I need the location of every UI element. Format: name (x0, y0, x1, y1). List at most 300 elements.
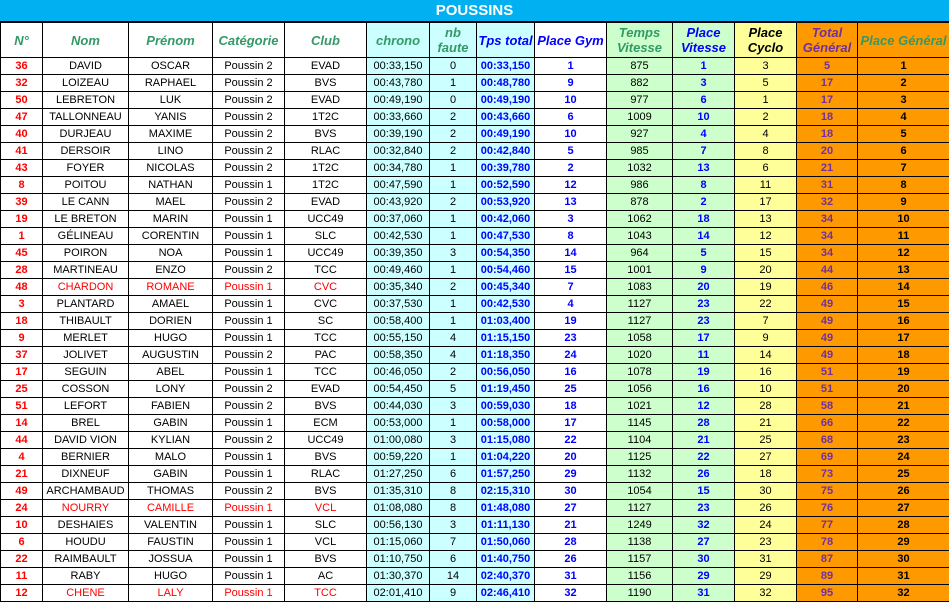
cell-tps-total: 02:46,410 (477, 585, 535, 602)
cell-place-vitesse: 9 (673, 262, 735, 279)
column-header: Prénom (129, 23, 213, 58)
cell-total-general: 46 (797, 279, 858, 296)
cell-place-general: 16 (858, 313, 949, 330)
column-header: chrono (367, 23, 430, 58)
cell-place-gym: 32 (535, 585, 607, 602)
cell-chrono: 00:39,350 (367, 245, 430, 262)
cell-nb-faute: 1 (430, 160, 477, 177)
cell-place-vitesse: 22 (673, 449, 735, 466)
cell-temps-vitesse: 1249 (607, 517, 673, 534)
cell-temps-vitesse: 878 (607, 194, 673, 211)
cell-place-general: 26 (858, 483, 949, 500)
cell-nb-faute: 5 (430, 381, 477, 398)
cell-categorie: Poussin 2 (213, 262, 285, 279)
cell-categorie: Poussin 1 (213, 177, 285, 194)
cell-categorie: Poussin 2 (213, 109, 285, 126)
cell-place-cyclo: 23 (735, 534, 797, 551)
cell-place-cyclo: 10 (735, 381, 797, 398)
cell-chrono: 00:34,780 (367, 160, 430, 177)
cell-chrono: 00:42,530 (367, 228, 430, 245)
cell-categorie: Poussin 1 (213, 313, 285, 330)
cell-club: ECM (285, 415, 367, 432)
cell-place-cyclo: 2 (735, 109, 797, 126)
cell-categorie: Poussin 2 (213, 143, 285, 160)
cell-place-general: 11 (858, 228, 949, 245)
table-row (1, 585, 949, 602)
cell-place-vitesse: 1 (673, 58, 735, 75)
cell-temps-vitesse: 1190 (607, 585, 673, 602)
cell-chrono: 00:43,920 (367, 194, 430, 211)
cell-nb-faute: 2 (430, 194, 477, 211)
cell-nb-faute: 2 (430, 109, 477, 126)
cell-club: BVS (285, 398, 367, 415)
cell-dossard: 21 (1, 466, 43, 483)
cell-dossard: 9 (1, 330, 43, 347)
cell-temps-vitesse: 1125 (607, 449, 673, 466)
cell-categorie: Poussin 1 (213, 449, 285, 466)
cell-place-general: 29 (858, 534, 949, 551)
cell-prenom: HUGO (129, 568, 213, 585)
cell-prenom: HUGO (129, 330, 213, 347)
cell-nom: COSSON (43, 381, 129, 398)
table-row (1, 449, 949, 466)
cell-temps-vitesse: 1132 (607, 466, 673, 483)
cell-prenom: VALENTIN (129, 517, 213, 534)
cell-total-general: 51 (797, 364, 858, 381)
cell-place-general: 5 (858, 126, 949, 143)
table-row (1, 568, 949, 585)
cell-temps-vitesse: 1058 (607, 330, 673, 347)
cell-nb-faute: 1 (430, 211, 477, 228)
cell-nom: DAVID (43, 58, 129, 75)
table-row (1, 194, 949, 211)
cell-nb-faute: 3 (430, 398, 477, 415)
cell-chrono: 00:37,530 (367, 296, 430, 313)
cell-place-general: 4 (858, 109, 949, 126)
cell-place-gym: 24 (535, 347, 607, 364)
cell-dossard: 51 (1, 398, 43, 415)
cell-temps-vitesse: 1078 (607, 364, 673, 381)
cell-nom: DURJEAU (43, 126, 129, 143)
cell-prenom: LONY (129, 381, 213, 398)
cell-place-gym: 13 (535, 194, 607, 211)
cell-club: EVAD (285, 194, 367, 211)
cell-nom: DESHAIES (43, 517, 129, 534)
cell-place-vitesse: 17 (673, 330, 735, 347)
cell-prenom: LUK (129, 92, 213, 109)
cell-nb-faute: 6 (430, 466, 477, 483)
cell-total-general: 44 (797, 262, 858, 279)
cell-nb-faute: 1 (430, 313, 477, 330)
cell-tps-total: 01:48,080 (477, 500, 535, 517)
table-row (1, 313, 949, 330)
cell-place-general: 31 (858, 568, 949, 585)
cell-dossard: 40 (1, 126, 43, 143)
cell-prenom: NOA (129, 245, 213, 262)
cell-nom: DAVID VION (43, 432, 129, 449)
cell-total-general: 76 (797, 500, 858, 517)
cell-chrono: 00:39,190 (367, 126, 430, 143)
cell-total-general: 49 (797, 347, 858, 364)
cell-dossard: 47 (1, 109, 43, 126)
cell-temps-vitesse: 1032 (607, 160, 673, 177)
cell-prenom: CORENTIN (129, 228, 213, 245)
cell-club: UCC49 (285, 245, 367, 262)
cell-total-general: 68 (797, 432, 858, 449)
cell-tps-total: 00:47,530 (477, 228, 535, 245)
cell-tps-total: 00:56,050 (477, 364, 535, 381)
table-row (1, 500, 949, 517)
cell-temps-vitesse: 964 (607, 245, 673, 262)
cell-categorie: Poussin 2 (213, 432, 285, 449)
cell-temps-vitesse: 1056 (607, 381, 673, 398)
cell-temps-vitesse: 1127 (607, 313, 673, 330)
cell-total-general: 21 (797, 160, 858, 177)
cell-total-general: 95 (797, 585, 858, 602)
results-table (0, 22, 949, 602)
cell-temps-vitesse: 927 (607, 126, 673, 143)
cell-place-vitesse: 18 (673, 211, 735, 228)
cell-prenom: MAXIME (129, 126, 213, 143)
cell-place-cyclo: 1 (735, 92, 797, 109)
cell-nom: CHARDON (43, 279, 129, 296)
cell-place-vitesse: 4 (673, 126, 735, 143)
page-title: POUSSINS (0, 0, 949, 22)
cell-nom: MERLET (43, 330, 129, 347)
cell-categorie: Poussin 1 (213, 500, 285, 517)
cell-place-gym: 1 (535, 58, 607, 75)
cell-dossard: 39 (1, 194, 43, 211)
cell-place-vitesse: 29 (673, 568, 735, 585)
cell-place-vitesse: 6 (673, 92, 735, 109)
cell-place-general: 9 (858, 194, 949, 211)
cell-tps-total: 00:54,460 (477, 262, 535, 279)
cell-chrono: 01:08,080 (367, 500, 430, 517)
cell-prenom: AUGUSTIN (129, 347, 213, 364)
cell-place-general: 19 (858, 364, 949, 381)
cell-chrono: 01:10,750 (367, 551, 430, 568)
cell-total-general: 34 (797, 211, 858, 228)
cell-place-cyclo: 4 (735, 126, 797, 143)
cell-tps-total: 01:50,060 (477, 534, 535, 551)
cell-categorie: Poussin 1 (213, 296, 285, 313)
cell-tps-total: 00:48,780 (477, 75, 535, 92)
table-row (1, 330, 949, 347)
cell-tps-total: 01:18,350 (477, 347, 535, 364)
cell-temps-vitesse: 1009 (607, 109, 673, 126)
cell-chrono: 00:35,340 (367, 279, 430, 296)
cell-nom: HOUDU (43, 534, 129, 551)
cell-place-general: 10 (858, 211, 949, 228)
cell-chrono: 00:59,220 (367, 449, 430, 466)
table-row (1, 432, 949, 449)
cell-place-cyclo: 14 (735, 347, 797, 364)
table-row (1, 58, 949, 75)
cell-club: 1T2C (285, 160, 367, 177)
cell-club: CVC (285, 279, 367, 296)
cell-nom: LOIZEAU (43, 75, 129, 92)
cell-place-cyclo: 7 (735, 313, 797, 330)
cell-place-general: 18 (858, 347, 949, 364)
cell-place-gym: 9 (535, 75, 607, 92)
cell-prenom: KYLIAN (129, 432, 213, 449)
cell-temps-vitesse: 1043 (607, 228, 673, 245)
cell-place-vitesse: 15 (673, 483, 735, 500)
cell-tps-total: 00:49,190 (477, 92, 535, 109)
cell-nom: ARCHAMBAUD (43, 483, 129, 500)
cell-nom: GÉLINEAU (43, 228, 129, 245)
cell-place-cyclo: 6 (735, 160, 797, 177)
table-row (1, 415, 949, 432)
cell-dossard: 17 (1, 364, 43, 381)
cell-place-gym: 16 (535, 364, 607, 381)
cell-place-vitesse: 13 (673, 160, 735, 177)
cell-place-cyclo: 17 (735, 194, 797, 211)
cell-prenom: NICOLAS (129, 160, 213, 177)
cell-total-general: 18 (797, 109, 858, 126)
cell-categorie: Poussin 1 (213, 245, 285, 262)
cell-nb-faute: 8 (430, 483, 477, 500)
cell-place-cyclo: 8 (735, 143, 797, 160)
table-row (1, 466, 949, 483)
cell-place-general: 22 (858, 415, 949, 432)
cell-club: 1T2C (285, 109, 367, 126)
cell-prenom: FAUSTIN (129, 534, 213, 551)
cell-place-vitesse: 19 (673, 364, 735, 381)
cell-chrono: 00:37,060 (367, 211, 430, 228)
cell-place-gym: 3 (535, 211, 607, 228)
cell-place-cyclo: 15 (735, 245, 797, 262)
cell-dossard: 22 (1, 551, 43, 568)
cell-place-gym: 2 (535, 160, 607, 177)
cell-prenom: JOSSUA (129, 551, 213, 568)
cell-club: PAC (285, 347, 367, 364)
cell-total-general: 51 (797, 381, 858, 398)
cell-total-general: 32 (797, 194, 858, 211)
cell-place-cyclo: 25 (735, 432, 797, 449)
cell-place-cyclo: 21 (735, 415, 797, 432)
cell-nom: DERSOIR (43, 143, 129, 160)
cell-total-general: 17 (797, 75, 858, 92)
cell-total-general: 34 (797, 228, 858, 245)
column-header: Temps Vitesse (607, 23, 673, 58)
cell-place-vitesse: 16 (673, 381, 735, 398)
cell-tps-total: 01:15,080 (477, 432, 535, 449)
cell-place-general: 15 (858, 296, 949, 313)
cell-place-vitesse: 23 (673, 313, 735, 330)
cell-dossard: 45 (1, 245, 43, 262)
cell-club: UCC49 (285, 211, 367, 228)
cell-nb-faute: 14 (430, 568, 477, 585)
cell-dossard: 36 (1, 58, 43, 75)
cell-dossard: 18 (1, 313, 43, 330)
cell-place-vitesse: 12 (673, 398, 735, 415)
cell-total-general: 20 (797, 143, 858, 160)
cell-dossard: 8 (1, 177, 43, 194)
cell-place-cyclo: 9 (735, 330, 797, 347)
cell-tps-total: 01:04,220 (477, 449, 535, 466)
cell-club: TCC (285, 330, 367, 347)
cell-place-cyclo: 19 (735, 279, 797, 296)
cell-total-general: 49 (797, 296, 858, 313)
table-row (1, 262, 949, 279)
cell-place-cyclo: 27 (735, 449, 797, 466)
cell-club: UCC49 (285, 432, 367, 449)
cell-temps-vitesse: 882 (607, 75, 673, 92)
cell-dossard: 24 (1, 500, 43, 517)
cell-club: SLC (285, 517, 367, 534)
cell-total-general: 58 (797, 398, 858, 415)
cell-place-general: 2 (858, 75, 949, 92)
cell-place-general: 21 (858, 398, 949, 415)
cell-categorie: Poussin 2 (213, 194, 285, 211)
cell-prenom: CAMILLE (129, 500, 213, 517)
cell-categorie: Poussin 2 (213, 92, 285, 109)
cell-chrono: 01:35,310 (367, 483, 430, 500)
cell-prenom: MAEL (129, 194, 213, 211)
cell-place-vitesse: 21 (673, 432, 735, 449)
cell-place-gym: 22 (535, 432, 607, 449)
cell-categorie: Poussin 1 (213, 364, 285, 381)
cell-place-general: 32 (858, 585, 949, 602)
column-header: Place Cyclo (735, 23, 797, 58)
cell-place-general: 8 (858, 177, 949, 194)
cell-nb-faute: 1 (430, 228, 477, 245)
table-row (1, 126, 949, 143)
cell-chrono: 01:00,080 (367, 432, 430, 449)
column-header: Catégorie (213, 23, 285, 58)
cell-nom: NOURRY (43, 500, 129, 517)
cell-temps-vitesse: 1145 (607, 415, 673, 432)
cell-categorie: Poussin 2 (213, 75, 285, 92)
cell-total-general: 77 (797, 517, 858, 534)
cell-nb-faute: 6 (430, 551, 477, 568)
cell-place-general: 1 (858, 58, 949, 75)
cell-dossard: 19 (1, 211, 43, 228)
cell-chrono: 00:33,660 (367, 109, 430, 126)
cell-club: BVS (285, 126, 367, 143)
cell-nb-faute: 9 (430, 585, 477, 602)
table-row (1, 534, 949, 551)
cell-categorie: Poussin 1 (213, 228, 285, 245)
cell-tps-total: 00:53,920 (477, 194, 535, 211)
table-row (1, 483, 949, 500)
cell-total-general: 17 (797, 92, 858, 109)
cell-categorie: Poussin 1 (213, 211, 285, 228)
cell-total-general: 73 (797, 466, 858, 483)
cell-place-gym: 27 (535, 500, 607, 517)
cell-place-cyclo: 12 (735, 228, 797, 245)
cell-place-gym: 5 (535, 143, 607, 160)
cell-temps-vitesse: 1083 (607, 279, 673, 296)
cell-prenom: GABIN (129, 466, 213, 483)
cell-tps-total: 00:52,590 (477, 177, 535, 194)
cell-nb-faute: 3 (430, 245, 477, 262)
cell-place-gym: 28 (535, 534, 607, 551)
cell-nb-faute: 1 (430, 449, 477, 466)
cell-place-gym: 15 (535, 262, 607, 279)
cell-chrono: 00:56,130 (367, 517, 430, 534)
cell-chrono: 00:46,050 (367, 364, 430, 381)
cell-total-general: 34 (797, 245, 858, 262)
cell-club: EVAD (285, 58, 367, 75)
cell-tps-total: 00:39,780 (477, 160, 535, 177)
cell-place-cyclo: 28 (735, 398, 797, 415)
cell-place-vitesse: 23 (673, 296, 735, 313)
cell-place-general: 6 (858, 143, 949, 160)
cell-prenom: GABIN (129, 415, 213, 432)
cell-place-vitesse: 2 (673, 194, 735, 211)
cell-place-general: 23 (858, 432, 949, 449)
cell-nb-faute: 2 (430, 126, 477, 143)
cell-prenom: OSCAR (129, 58, 213, 75)
cell-club: RLAC (285, 466, 367, 483)
column-header: Tps total (477, 23, 535, 58)
cell-prenom: MALO (129, 449, 213, 466)
cell-nom: RAIMBAULT (43, 551, 129, 568)
cell-place-vitesse: 5 (673, 245, 735, 262)
cell-total-general: 87 (797, 551, 858, 568)
cell-total-general: 49 (797, 313, 858, 330)
table-row (1, 160, 949, 177)
cell-temps-vitesse: 1127 (607, 500, 673, 517)
cell-nb-faute: 1 (430, 177, 477, 194)
table-row (1, 296, 949, 313)
cell-dossard: 32 (1, 75, 43, 92)
cell-place-general: 24 (858, 449, 949, 466)
cell-categorie: Poussin 1 (213, 330, 285, 347)
cell-nom: POIRON (43, 245, 129, 262)
cell-dossard: 4 (1, 449, 43, 466)
cell-club: 1T2C (285, 177, 367, 194)
cell-temps-vitesse: 875 (607, 58, 673, 75)
cell-prenom: ENZO (129, 262, 213, 279)
cell-tps-total: 00:33,150 (477, 58, 535, 75)
cell-nom: BERNIER (43, 449, 129, 466)
cell-nb-faute: 0 (430, 92, 477, 109)
cell-chrono: 00:33,150 (367, 58, 430, 75)
cell-nom: LEBRETON (43, 92, 129, 109)
cell-temps-vitesse: 986 (607, 177, 673, 194)
cell-prenom: ROMANE (129, 279, 213, 296)
cell-place-cyclo: 5 (735, 75, 797, 92)
cell-place-gym: 12 (535, 177, 607, 194)
cell-place-gym: 29 (535, 466, 607, 483)
cell-nb-faute: 4 (430, 330, 477, 347)
cell-place-vitesse: 10 (673, 109, 735, 126)
cell-prenom: LALY (129, 585, 213, 602)
cell-chrono: 00:53,000 (367, 415, 430, 432)
cell-total-general: 78 (797, 534, 858, 551)
cell-nom: RABY (43, 568, 129, 585)
cell-nom: LE BRETON (43, 211, 129, 228)
table-row (1, 279, 949, 296)
column-header: nb faute (430, 23, 477, 58)
cell-place-cyclo: 16 (735, 364, 797, 381)
cell-place-gym: 17 (535, 415, 607, 432)
cell-place-general: 27 (858, 500, 949, 517)
cell-nom: PLANTARD (43, 296, 129, 313)
cell-tps-total: 00:58,000 (477, 415, 535, 432)
table-row (1, 75, 949, 92)
cell-nb-faute: 4 (430, 347, 477, 364)
cell-place-general: 20 (858, 381, 949, 398)
cell-place-gym: 30 (535, 483, 607, 500)
cell-place-cyclo: 29 (735, 568, 797, 585)
cell-tps-total: 00:59,030 (477, 398, 535, 415)
cell-total-general: 69 (797, 449, 858, 466)
cell-nom: BREL (43, 415, 129, 432)
